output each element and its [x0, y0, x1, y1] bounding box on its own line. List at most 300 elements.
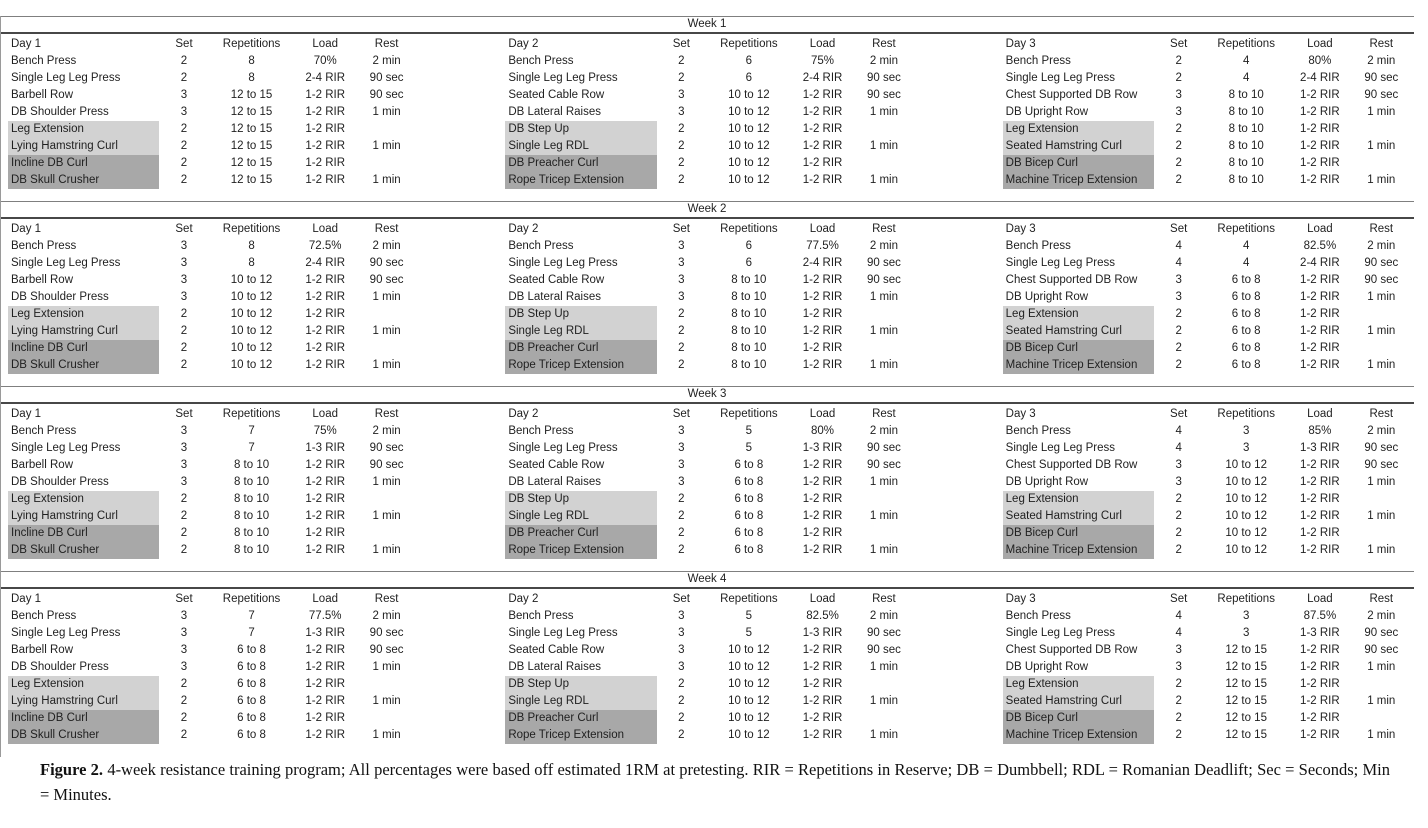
exercise-sets: 2	[180, 359, 188, 371]
exercise-sets: 2	[1175, 55, 1182, 67]
exercise-repetitions: 12 to 15	[230, 123, 273, 135]
exercise-row	[8, 104, 417, 121]
exercise-rest: 90 sec	[369, 72, 404, 84]
exercise-name: Bench Press	[508, 610, 574, 622]
exercise-sets: 2	[678, 695, 685, 707]
exercise-sets: 2	[1175, 510, 1182, 522]
exercise-load: 1-2 RIR	[1300, 510, 1340, 522]
exercise-name: DB Bicep Curl	[1003, 340, 1154, 357]
exercise-row	[8, 659, 417, 676]
exercise-name: Machine Tricep Extension	[1003, 542, 1154, 559]
col-header-load: Load	[312, 593, 338, 605]
exercise-row	[1003, 238, 1412, 255]
exercise-repetitions: 7	[248, 627, 255, 639]
exercise-load: 1-2 RIR	[305, 325, 346, 337]
col-header-set: Set	[175, 593, 193, 605]
exercise-row	[1003, 542, 1412, 559]
exercise-rest: 1 min	[1367, 140, 1396, 152]
day-column	[8, 221, 417, 374]
col-header-rest: Rest	[374, 223, 399, 235]
exercise-row	[505, 608, 914, 625]
exercise-row	[8, 608, 417, 625]
exercise-rest	[853, 155, 914, 172]
exercise-name: DB Preacher Curl	[505, 340, 656, 357]
day-header-row	[8, 406, 417, 423]
exercise-name: Seated Cable Row	[508, 89, 605, 101]
exercise-sets: 3	[678, 627, 685, 639]
exercise-sets: 3	[678, 240, 685, 252]
day-column	[8, 406, 417, 559]
exercise-rest: 1 min	[1367, 510, 1396, 522]
exercise-rest: 1 min	[1367, 729, 1396, 741]
exercise-row	[1003, 710, 1412, 727]
exercise-repetitions: 8 to 10	[731, 359, 767, 371]
exercise-repetitions: 10 to 12	[230, 291, 273, 303]
exercise-rest: 90 sec	[1364, 644, 1399, 656]
exercise-repetitions: 4	[1242, 257, 1250, 269]
day-column	[505, 36, 914, 189]
exercise-row	[8, 340, 417, 357]
exercise-sets: 2	[180, 678, 188, 690]
exercise-rest: 1 min	[1367, 476, 1396, 488]
exercise-repetitions: 10 to 12	[728, 89, 770, 101]
exercise-load: 1-2 RIR	[305, 729, 346, 741]
exercise-name: Seated Cable Row	[508, 644, 605, 656]
exercise-sets: 3	[180, 476, 188, 488]
exercise-repetitions: 8 to 10	[1228, 89, 1264, 101]
exercise-load: 1-2 RIR	[802, 140, 843, 152]
exercise-row	[505, 272, 914, 289]
col-header-load: Load	[809, 223, 836, 235]
exercise-row	[1003, 255, 1412, 272]
exercise-rest: 90 sec	[867, 459, 901, 471]
figure-caption-label: Figure 2.	[40, 760, 104, 779]
exercise-repetitions: 12 to 15	[1225, 695, 1267, 707]
exercise-row	[505, 525, 914, 542]
exercise-sets: 3	[180, 459, 188, 471]
exercise-load: 1-2 RIR	[305, 157, 346, 169]
exercise-repetitions: 8 to 10	[1228, 157, 1264, 169]
exercise-load: 1-2 RIR	[1300, 493, 1340, 505]
week-block	[0, 201, 1428, 374]
day-header-row	[8, 591, 417, 608]
exercise-repetitions: 10 to 12	[728, 678, 770, 690]
exercise-sets: 2	[678, 678, 685, 690]
exercise-name: DB Upright Row	[1005, 106, 1089, 118]
exercise-name: Bench Press	[11, 425, 77, 437]
exercise-rest: 90 sec	[369, 274, 404, 286]
exercise-name: DB Preacher Curl	[505, 525, 656, 542]
exercise-repetitions: 10 to 12	[728, 106, 770, 118]
exercise-sets: 2	[180, 157, 188, 169]
exercise-load: 1-2 RIR	[305, 359, 346, 371]
exercise-name: Single Leg Leg Press	[1005, 72, 1115, 84]
exercise-sets: 4	[1175, 610, 1182, 622]
exercise-rest: 2 min	[1367, 240, 1396, 252]
col-header-load: Load	[1307, 593, 1333, 605]
exercise-row	[505, 289, 914, 306]
col-header-set: Set	[1170, 223, 1188, 235]
exercise-sets: 2	[678, 712, 685, 724]
exercise-sets: 3	[180, 425, 188, 437]
exercise-sets: 3	[180, 291, 188, 303]
exercise-sets: 3	[180, 661, 188, 673]
col-header-repetitions: Repetitions	[1217, 593, 1275, 605]
exercise-repetitions: 12 to 15	[1225, 712, 1267, 724]
exercise-row	[8, 693, 417, 710]
exercise-repetitions: 8	[248, 257, 255, 269]
exercise-sets: 2	[678, 729, 685, 741]
exercise-load: 1-2 RIR	[802, 123, 843, 135]
exercise-sets: 3	[678, 476, 685, 488]
exercise-row	[1003, 53, 1412, 70]
exercise-row	[505, 255, 914, 272]
exercise-sets: 2	[678, 510, 685, 522]
exercise-row	[505, 625, 914, 642]
exercise-rest	[853, 121, 914, 138]
col-header-load: Load	[312, 38, 338, 50]
day-label: Day 2	[508, 593, 539, 605]
exercise-repetitions: 12 to 15	[230, 106, 273, 118]
exercise-sets: 2	[1175, 140, 1182, 152]
week-grid	[0, 34, 1428, 189]
exercise-name: DB Shoulder Press	[11, 476, 109, 488]
exercise-row	[505, 155, 914, 172]
exercise-load: 1-2 RIR	[305, 106, 346, 118]
exercise-sets: 2	[180, 510, 188, 522]
exercise-rest: 90 sec	[369, 442, 404, 454]
exercise-sets: 3	[1175, 476, 1182, 488]
col-header-rest: Rest	[872, 38, 896, 50]
exercise-load: 1-2 RIR	[802, 493, 843, 505]
exercise-load: 1-2 RIR	[1300, 544, 1340, 556]
exercise-repetitions: 10 to 12	[1225, 544, 1267, 556]
col-header-repetitions: Repetitions	[1217, 223, 1275, 235]
exercise-load: 1-2 RIR	[1300, 527, 1340, 539]
exercise-row	[8, 238, 417, 255]
col-header-rest: Rest	[1369, 223, 1394, 235]
col-header-load: Load	[312, 223, 338, 235]
col-header-set: Set	[1170, 38, 1188, 50]
exercise-row	[1003, 323, 1412, 340]
exercise-name: Incline DB Curl	[8, 340, 159, 357]
exercise-load: 1-2 RIR	[1300, 678, 1340, 690]
exercise-row	[8, 172, 417, 189]
exercise-repetitions: 5	[745, 425, 753, 437]
exercise-load: 1-2 RIR	[1300, 140, 1340, 152]
exercise-sets: 3	[678, 291, 685, 303]
exercise-name: DB Skull Crusher	[8, 542, 159, 559]
exercise-rest	[356, 306, 417, 323]
exercise-name: Single Leg Leg Press	[11, 72, 121, 84]
col-header-repetitions: Repetitions	[222, 593, 281, 605]
exercise-name: DB Skull Crusher	[8, 172, 159, 189]
col-header-set: Set	[175, 38, 193, 50]
exercise-row	[505, 172, 914, 189]
exercise-name: Barbell Row	[11, 274, 73, 286]
exercise-row	[505, 306, 914, 323]
exercise-row	[8, 525, 417, 542]
exercise-rest: 90 sec	[1364, 257, 1399, 269]
week-title: Week 4	[0, 571, 1414, 589]
exercise-load: 1-2 RIR	[305, 544, 346, 556]
exercise-rest: 90 sec	[1364, 459, 1399, 471]
exercise-sets: 2	[1175, 342, 1182, 354]
exercise-load: 1-2 RIR	[802, 459, 843, 471]
exercise-repetitions: 8 to 10	[731, 291, 767, 303]
exercise-sets: 2	[180, 342, 188, 354]
exercise-rest: 1 min	[1367, 325, 1396, 337]
exercise-load: 1-3 RIR	[1300, 442, 1340, 454]
exercise-name: Bench Press	[11, 610, 77, 622]
exercise-name: DB Shoulder Press	[11, 106, 109, 118]
exercise-rest: 2 min	[372, 240, 401, 252]
exercise-row	[505, 491, 914, 508]
exercise-name: Lying Hamstring Curl	[8, 323, 159, 340]
exercise-load: 1-2 RIR	[1300, 359, 1340, 371]
exercise-load: 1-2 RIR	[802, 274, 843, 286]
exercise-rest	[1351, 676, 1412, 693]
weeks-container	[0, 16, 1428, 744]
exercise-sets: 2	[678, 174, 685, 186]
exercise-rest: 2 min	[869, 55, 898, 67]
exercise-row	[1003, 608, 1412, 625]
exercise-load: 1-2 RIR	[802, 695, 843, 707]
exercise-repetitions: 6	[745, 55, 753, 67]
exercise-load: 1-2 RIR	[305, 140, 346, 152]
exercise-rest	[356, 340, 417, 357]
exercise-row	[1003, 525, 1412, 542]
exercise-row	[8, 138, 417, 155]
exercise-load: 1-2 RIR	[802, 661, 843, 673]
exercise-repetitions: 8 to 10	[1228, 106, 1264, 118]
exercise-rest: 1 min	[372, 106, 401, 118]
week-title: Week 1	[0, 16, 1414, 34]
exercise-sets: 2	[678, 55, 685, 67]
exercise-repetitions: 6 to 8	[1231, 359, 1261, 371]
exercise-repetitions: 3	[1242, 425, 1250, 437]
exercise-repetitions: 12 to 15	[230, 89, 273, 101]
exercise-name: DB Preacher Curl	[505, 155, 656, 172]
exercise-repetitions: 8 to 10	[731, 274, 767, 286]
exercise-sets: 3	[180, 106, 188, 118]
exercise-repetitions: 6	[745, 240, 753, 252]
exercise-name: Machine Tricep Extension	[1003, 727, 1154, 744]
exercise-rest	[356, 525, 417, 542]
exercise-rest: 1 min	[1367, 695, 1396, 707]
exercise-sets: 3	[678, 459, 685, 471]
exercise-load: 1-2 RIR	[802, 157, 843, 169]
exercise-sets: 3	[180, 627, 188, 639]
exercise-sets: 3	[678, 106, 685, 118]
exercise-rest: 2 min	[869, 240, 898, 252]
exercise-row	[505, 70, 914, 87]
exercise-sets: 2	[678, 359, 685, 371]
exercise-row	[1003, 138, 1412, 155]
exercise-load: 1-3 RIR	[802, 442, 843, 454]
exercise-name: Bench Press	[11, 240, 77, 252]
exercise-repetitions: 12 to 15	[1225, 661, 1267, 673]
exercise-row	[8, 87, 417, 104]
exercise-repetitions: 6 to 8	[1231, 308, 1261, 320]
exercise-sets: 2	[678, 157, 685, 169]
exercise-name: Rope Tricep Extension	[505, 357, 656, 374]
exercise-rest	[356, 710, 417, 727]
exercise-sets: 2	[180, 325, 188, 337]
exercise-load: 70%	[313, 55, 337, 67]
exercise-load: 82.5%	[1303, 240, 1337, 252]
exercise-row	[505, 440, 914, 457]
exercise-load: 2-4 RIR	[1300, 72, 1340, 84]
exercise-row	[1003, 625, 1412, 642]
exercise-load: 77.5%	[806, 240, 839, 252]
exercise-sets: 3	[678, 257, 685, 269]
exercise-repetitions: 7	[248, 442, 255, 454]
day-label: Day 2	[508, 408, 539, 420]
exercise-name: Rope Tricep Extension	[505, 727, 656, 744]
exercise-name: Single Leg Leg Press	[1005, 442, 1115, 454]
exercise-sets: 2	[180, 55, 188, 67]
exercise-repetitions: 10 to 12	[1225, 459, 1267, 471]
exercise-load: 1-2 RIR	[305, 174, 346, 186]
exercise-rest	[1351, 491, 1412, 508]
exercise-repetitions: 6 to 8	[237, 644, 266, 656]
exercise-repetitions: 6 to 8	[237, 695, 266, 707]
exercise-rest: 1 min	[869, 661, 898, 673]
exercise-repetitions: 10 to 12	[728, 712, 770, 724]
day-header-row	[1003, 221, 1412, 238]
exercise-sets: 4	[1175, 257, 1182, 269]
exercise-sets: 2	[180, 308, 188, 320]
col-header-repetitions: Repetitions	[720, 223, 778, 235]
day-table	[8, 406, 417, 559]
exercise-load: 82.5%	[806, 610, 839, 622]
exercise-rest: 1 min	[372, 140, 401, 152]
exercise-sets: 3	[180, 274, 188, 286]
figure-caption-text: 4-week resistance training program; All percentages were based off estimated 1RM at pretesting. RIR = Repetitions in Reserve; DB = Dumbbell; RDL = Romanian Deadlift; Sec = Seconds; Min = Minutes.	[40, 760, 1390, 804]
exercise-row	[1003, 440, 1412, 457]
exercise-sets: 2	[180, 544, 188, 556]
day-label: Day 2	[508, 223, 539, 235]
exercise-name: Lying Hamstring Curl	[8, 508, 159, 525]
exercise-row	[8, 121, 417, 138]
exercise-sets: 2	[180, 712, 188, 724]
exercise-row	[1003, 642, 1412, 659]
exercise-repetitions: 6 to 8	[1231, 325, 1261, 337]
col-header-repetitions: Repetitions	[222, 408, 281, 420]
exercise-load: 1-2 RIR	[1300, 291, 1340, 303]
exercise-repetitions: 6 to 8	[1231, 274, 1261, 286]
exercise-row	[505, 508, 914, 525]
day-column	[1003, 36, 1412, 189]
exercise-repetitions: 6 to 8	[237, 678, 266, 690]
exercise-load: 1-2 RIR	[305, 527, 346, 539]
exercise-name: DB Lateral Raises	[508, 661, 602, 673]
exercise-repetitions: 6 to 8	[1231, 291, 1261, 303]
exercise-load: 1-2 RIR	[802, 359, 843, 371]
week-grid	[0, 404, 1428, 559]
exercise-row	[505, 121, 914, 138]
exercise-rest: 90 sec	[369, 257, 404, 269]
col-header-repetitions: Repetitions	[1217, 408, 1275, 420]
exercise-sets: 2	[1175, 712, 1182, 724]
exercise-rest: 1 min	[869, 140, 898, 152]
exercise-row	[8, 542, 417, 559]
exercise-name: Seated Hamstring Curl	[1003, 508, 1154, 525]
exercise-row	[1003, 289, 1412, 306]
exercise-row	[1003, 87, 1412, 104]
day-table	[1003, 36, 1412, 189]
exercise-rest: 90 sec	[369, 644, 404, 656]
exercise-rest: 1 min	[1367, 106, 1396, 118]
col-header-set: Set	[1170, 408, 1188, 420]
exercise-row	[8, 357, 417, 374]
exercise-load: 1-2 RIR	[305, 274, 346, 286]
exercise-row	[8, 508, 417, 525]
exercise-sets: 2	[180, 174, 188, 186]
exercise-name: Single Leg RDL	[505, 508, 656, 525]
exercise-sets: 2	[678, 544, 685, 556]
exercise-rest: 1 min	[869, 106, 898, 118]
exercise-rest	[1351, 155, 1412, 172]
day-label: Day 3	[1005, 223, 1036, 235]
exercise-row	[505, 457, 914, 474]
exercise-rest: 90 sec	[1364, 72, 1399, 84]
exercise-repetitions: 10 to 12	[728, 695, 770, 707]
exercise-repetitions: 5	[745, 610, 753, 622]
exercise-row	[8, 306, 417, 323]
exercise-repetitions: 6 to 8	[1231, 342, 1261, 354]
exercise-name: Bench Press	[1005, 610, 1071, 622]
exercise-rest: 90 sec	[867, 644, 901, 656]
exercise-rest: 1 min	[869, 291, 898, 303]
col-header-repetitions: Repetitions	[720, 38, 778, 50]
exercise-sets: 4	[1175, 425, 1182, 437]
exercise-rest: 1 min	[869, 359, 898, 371]
exercise-repetitions: 6	[745, 257, 753, 269]
exercise-rest: 90 sec	[1364, 89, 1399, 101]
col-header-load: Load	[1307, 223, 1333, 235]
day-column	[8, 591, 417, 744]
exercise-repetitions: 4	[1242, 72, 1250, 84]
exercise-name: DB Upright Row	[1005, 476, 1089, 488]
exercise-repetitions: 10 to 12	[230, 308, 273, 320]
exercise-rest: 1 min	[372, 476, 401, 488]
exercise-sets: 2	[180, 123, 188, 135]
exercise-rest: 1 min	[1367, 661, 1396, 673]
exercise-row	[505, 423, 914, 440]
exercise-sets: 3	[1175, 644, 1182, 656]
exercise-load: 1-2 RIR	[305, 308, 346, 320]
exercise-repetitions: 8 to 10	[233, 493, 270, 505]
col-header-set: Set	[672, 38, 690, 50]
exercise-name: Single Leg Leg Press	[11, 442, 121, 454]
exercise-row	[505, 138, 914, 155]
day-table	[1003, 406, 1412, 559]
exercise-repetitions: 10 to 12	[728, 661, 770, 673]
exercise-rest: 1 min	[869, 544, 898, 556]
exercise-rest: 90 sec	[369, 627, 404, 639]
exercise-repetitions: 6 to 8	[734, 527, 764, 539]
col-header-rest: Rest	[374, 593, 399, 605]
exercise-load: 77.5%	[308, 610, 342, 622]
exercise-repetitions: 10 to 12	[230, 342, 273, 354]
exercise-rest	[356, 491, 417, 508]
day-column	[505, 406, 914, 559]
exercise-rest: 1 min	[1367, 544, 1396, 556]
exercise-repetitions: 8 to 10	[233, 510, 270, 522]
exercise-name: Leg Extension	[1003, 676, 1154, 693]
